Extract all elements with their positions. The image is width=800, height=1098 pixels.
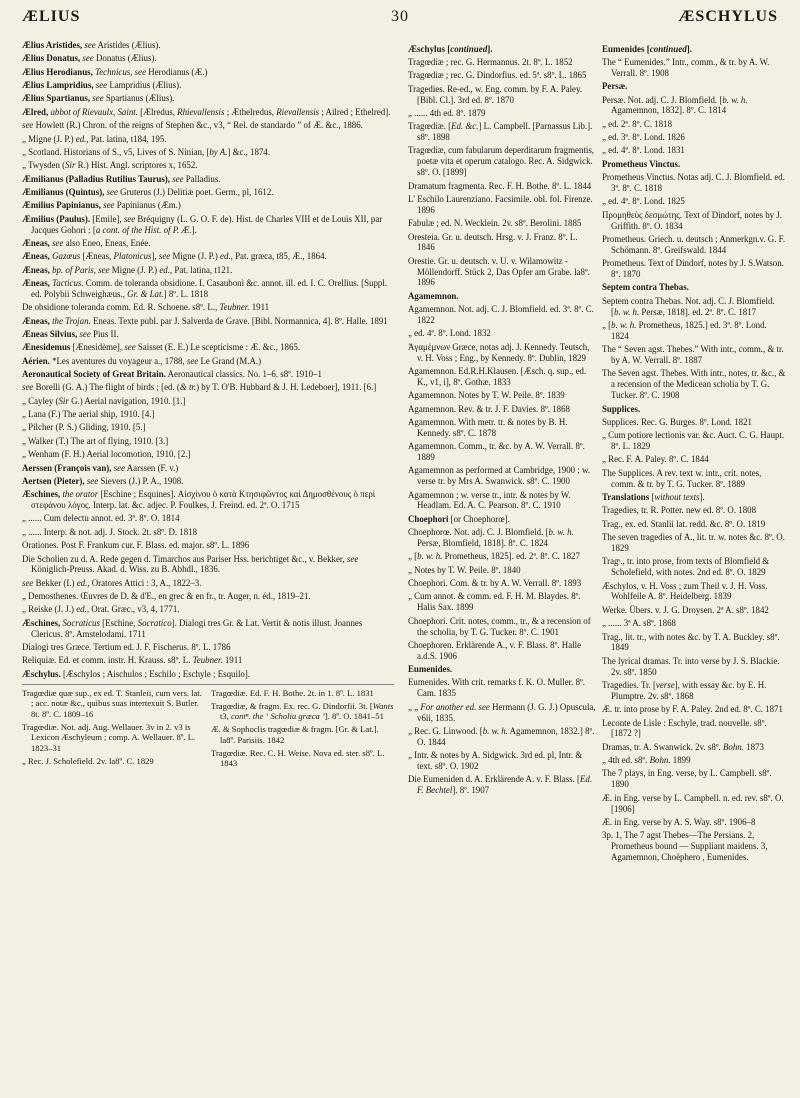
catalog-entry: Tragedies. Tr. [verse], with essay &c. by E. H. Plumptre. 2v. s8º. 1868 bbox=[602, 679, 767, 701]
catalog-entry: Choephori. Crit. notes, comm., tr., & a recension of the scholia, by T. G. Tucker. 8º. C. 1901 bbox=[408, 615, 591, 637]
catalog-entry: L' Eschilo Laurenziano. Facsimile. obl. fol. Firenze. 1896 bbox=[408, 193, 593, 215]
catalog-entry: Die Scholien zu d. A. Rede gegen d. Timarchos aus Pariser Hss. berichtiget &c., v. Bekker, see Königlich-Preuss. Akad. d. Wiss. zu B. Abhdl., 1836. bbox=[22, 553, 359, 575]
catalog-entry: Translations [without texts]. bbox=[602, 492, 705, 503]
catalog-entry: „ Notes by T. W. Peile. 8º. 1840 bbox=[408, 564, 521, 575]
catalog-entry: Æneas, the Trojan. Eneas. Texte publ. par J. Salverda de Grave. [Bibl. Normannica, 4]. 8º. Halle. 1891 bbox=[22, 315, 388, 326]
catalog-entry: „ ed. 2ª. 8º. C. 1818 bbox=[602, 118, 673, 129]
catalog-entry: Aérien. *Les aventures du voyageur a., 1788, see Le Grand (M.A.) bbox=[22, 355, 262, 366]
catalog-entry: Prometheus Vinctus. bbox=[602, 158, 681, 169]
catalog-entry: Tragˢ., tr. into prose, from texts of Blomfield & Scholefield, with notes. 2nd ed. 8º. O. 1829 bbox=[602, 556, 770, 578]
col3-heading: Eumenides [continued]. bbox=[602, 44, 693, 54]
catalog-entry: Agamemnon. Not. adj. C. J. Blomfield. ed. 3ª. 8º. C. 1822 bbox=[408, 304, 594, 326]
catalog-entry: Ἀγαμέμνων Græce, notas adj. J. Kennedy. Teutsch, v. H. Voss ; Eng., by Kennedy. 8º. Dublin, 1829 bbox=[408, 341, 590, 363]
catalog-entry: Aerssen (François van), see Aarssen (F. v.) bbox=[22, 462, 179, 473]
catalog-entry: Tragœdiæ, cum fabularum deperditarum fragmentis, poetæ vita et operum catalogo. Rec. A. Sidgwick. s8º. O. [1899] bbox=[408, 145, 595, 178]
catalog-entry: „ ...... Cum delectu annot. ed. 3ª. 8º. O. 1814 bbox=[22, 513, 180, 524]
catalog-entry: „ Rec. F. A. Paley. 8º. C. 1844 bbox=[602, 454, 709, 465]
catalog-entry: Tragœdiæ. Not. adj. Aug. Wellauer. 3v in 2. v3 is Lexicon Æschyleum ; comp. A. Wellauer. 8º. L. 1823–31 bbox=[22, 721, 196, 753]
catalog-entry: „ [b. w. h. Prometheus, 1825.] ed. 3ª. 8º. Lond. 1824 bbox=[602, 320, 767, 341]
catalog-entry: Choephorœ. Not. adj. C. J. Blomfield. [b. w. h. Persæ, Blomfield, 1818]. 8º. C. 1824 bbox=[408, 527, 574, 548]
catalog-entry: Ænesidemus [Ænesidème], see Saisset (E. E.) Le scepticisme : Æ. &c., 1865. bbox=[22, 342, 301, 353]
catalog-entry: Æneas, bp. of Paris, see Migne (J. P.) ed., Pat. latina, t121. bbox=[22, 264, 233, 275]
catalog-entry: Ælius Spartianus, see Spartianus (Ælius). bbox=[22, 93, 175, 104]
catalog-entry: Persæ. bbox=[602, 81, 628, 92]
catalog-entry: „ Pilcher (P. S.) Gliding, 1910. [5.] bbox=[22, 422, 146, 433]
entry-list-1 bbox=[22, 40, 394, 680]
catalog-entry: The 7 plays, in Eng. verse, by L. Campbell. s8º. 1890 bbox=[602, 768, 772, 790]
catalog-entry: Æschylos, v. H. Voss ; zum Theil v. J. H. Voss. Wohlfeile A. 8º. Heidelberg. 1839 bbox=[602, 580, 768, 602]
catalog-entry: De obsidione toleranda comm. Ed. R. Schoene. s8º. L., Teubner. 1911 bbox=[22, 302, 270, 313]
catalog-entry: Æneas, see also Eneo, Eneas, Enée. bbox=[22, 237, 151, 248]
catalog-entry: „ Cum annot. & comm. ed. F. H. M. Blaydes. 8º. Halis Sax. 1899 bbox=[408, 591, 581, 613]
catalog-entry: Æ. in Eng. verse by A. S. Way. s8º. 1906–8 bbox=[602, 816, 756, 827]
catalog-entry: Æ. & Sophoclis tragœdiæ & fragm. [Gr. & Lat.]. la8º. Parisiis. 1842 bbox=[211, 724, 379, 745]
catalog-entry: The seven tragedies of A., lit. tr. w. notes &c. 8º. O. 1829 bbox=[602, 532, 785, 553]
entry-list-3 bbox=[602, 57, 786, 863]
page-number: 30 bbox=[391, 8, 409, 25]
catalog-entry: „ Cayley (Sir G.) Aerial navigation, 1910. [1.] bbox=[22, 395, 186, 406]
catalog-entry: see Borelli (G. A.) The flight of birds ; [ed. (& tr.) by T. O'B. Hubbard & J. H. Ledeboer], 1911. [6.] bbox=[22, 382, 377, 393]
catalog-entry: „ Lana (F.) The aerial ship, 1910. [4.] bbox=[22, 409, 155, 420]
catalog-entry: see Bekker (I.) ed., Oratores Attici : 3, A., 1822–3. bbox=[22, 577, 202, 588]
catalog-entry: The Supplices. A rev. text w. intr., crit. notes, comm. & tr. by T. G. Tucker. 8º. 1889 bbox=[602, 467, 762, 489]
catalog-entry: Septem contra Thebas. bbox=[602, 282, 689, 293]
catalog-entry: Trag., lit. tr., with notes &c. by T. A. Buckley. s8º. 1849 bbox=[602, 631, 780, 653]
catalog-entry: Agamemnon ; w. verse tr., intr. & notes by W. Headlam. Ed. A. C. Pearson. 8º. C. 1910 bbox=[408, 489, 571, 511]
catalog-entry: Die Eumeniden d. A. Erklärende A. v. F. Blass. [Ed. F. Bechtel]. 8º. 1907 bbox=[408, 774, 593, 796]
catalog-entry: Æmilius Papinianus, see Papinianus (Æm.) bbox=[22, 200, 181, 211]
catalog-entry: Agamemnon. Rev. & tr. J. F. Davies. 8º. 1868 bbox=[408, 403, 570, 414]
catalog-entry: Agamemnon. With metr. tr. & notes by B. H. Kennedy. s8º. C. 1878 bbox=[408, 416, 568, 438]
catalog-entry: Prometheus Vinctus. Notas adj. C. J. Blomfield. ed. 3ª. 8º. C. 1818 bbox=[602, 172, 785, 194]
catalog-entry: „ ...... Interp. & not. adj. J. Stock. 2t. s8º. D. 1818 bbox=[22, 526, 198, 537]
catalog-entry: Dialogi tres Græce. Tertium ed. J. F. Fischerus. 8º. L. 1786 bbox=[22, 642, 231, 653]
catalog-entry: Æschylus. [Æschylos ; Aischulos ; Eschilo ; Eschyle ; Esquilo]. bbox=[22, 668, 251, 679]
catalog-entry: Tragœdiæ. Rec. C. H. Weise. Nova ed. ster. s8º. L. 1843 bbox=[211, 747, 385, 769]
catalog-entry: Tragœdiæ. Ed. F. H. Bothe. 2t. in 1. 8º. L. 1831 bbox=[211, 687, 374, 698]
catalog-entry: Agamemnon. Comm., tr. &c. by A. W. Verrall. 8º. 1889 bbox=[408, 441, 585, 462]
catalog-entry: „ ed. 4ª. 8º. Lond. 1832 bbox=[408, 328, 491, 339]
catalog-entry: Choephori. Com. & tr. by A. W. Verrall. 8º. 1893 bbox=[408, 578, 582, 589]
catalog-entry: Werke. Übers. v. J. G. Droysen. 2ª A. s8º. 1842 bbox=[602, 604, 769, 615]
catalog-entry: „ Wenham (F. H.) Aerial locomotion, 1910. [2.] bbox=[22, 449, 191, 460]
catalog-entry: Supplices. Rec. G. Burges. 8º. Lond. 1821 bbox=[602, 416, 752, 427]
header-right: ÆSCHYLUS bbox=[678, 8, 778, 25]
catalog-entry: Æ. in Eng. verse by L. Campbell. n. ed. rev. s8º. O. [1906] bbox=[602, 792, 784, 814]
catalog-entry: Supplices. bbox=[602, 403, 641, 414]
catalog-entry: Prometheus. Text of Dindorf, notes by J. S.Watson. 8º. 1870 bbox=[602, 258, 784, 280]
catalog-entry: Persæ. Not. adj. C. J. Blomfield. [b. w. h. Agamemnon, 1832]. 8º. C. 1814 bbox=[602, 94, 748, 116]
catalog-entry: Fabulæ ; ed. N. Wecklein. 2v. s8º. Berolini. 1885 bbox=[408, 218, 582, 229]
catalog-entry: Reliquiæ. Ed. et comm. instr. H. Krauss. s8º. L. Teubner. 1911 bbox=[22, 655, 243, 666]
entry-list-2 bbox=[408, 57, 596, 796]
catalog-entry: Tragœdiæ ; rec. G. Dindorfius. ed. 5ª. s8º. L. 1865 bbox=[408, 70, 587, 81]
column-2 bbox=[408, 40, 596, 1090]
catalog-entry: Ælius Herodianus, Technicus, see Herodianus (Æ.) bbox=[22, 66, 208, 77]
catalog-entry: „ Reiske (J. J.) ed., Orat. Græc., v3, 4, 1771. bbox=[22, 604, 180, 615]
catalog-entry: „ ed. 4ª. 8º. Lond. 1825 bbox=[602, 196, 685, 207]
catalog-entry: Tragedies. Re-ed., w. Eng. comm. by F. A. Paley. [Bibl. Cl.]. 3rd ed. 8º. 1870 bbox=[408, 83, 583, 105]
catalog-entry: Prometheus. Griech. u. deutsch ; Anmerkgn.v. G. F. Schömann. 8º. Greifswald. 1844 bbox=[602, 234, 786, 255]
catalog-entry: Aeronautical Society of Great Britain. Aeronautical classics. No. 1–6. s8º. 1910–1 bbox=[22, 368, 322, 379]
catalog-entry: „ [b. w. h. Prometheus, 1825]. ed. 2ª. 8º. C. 1827 bbox=[408, 551, 580, 562]
catalog-entry: The “ Eumenides.” Intr., comm., & tr. by A. W. Verrall. 8º. 1908 bbox=[602, 56, 770, 78]
catalog-entry: Dramatum fragmenta. Rec. F. H. Bothe. 8º. L. 1844 bbox=[408, 180, 592, 191]
column-1 bbox=[22, 40, 394, 1090]
catalog-entry: Septem contra Thebas. Not. adj. C. J. Blomfield. [b. w. h. Persæ, 1818]. ed. 2ª. 8º. C. 1817 bbox=[602, 295, 775, 317]
catalog-entry: see Howlett (R.) Chron. of the reigns of Stephen &c., v3, “ Rel. de standardo ” of Æ. &c., 1886. bbox=[22, 120, 363, 131]
catalog-entry: Choephoren. Erklärende A., v. F. Blass. 8º. Halle a.d.S. 1906 bbox=[408, 639, 582, 661]
catalog-entry: Æneas, Tacticus. Comm. de toleranda obsidione. I. Casaubonì &c. annot. ill. ed. I. C. Orellius. [Suppl. ed. Polybii Schweighæus., Gr. & Lat.] 8º. L. 1818 bbox=[22, 277, 388, 299]
catalog-entry: Tragœdiæ ; rec. G. Hermannus. 2t. 8º. L. 1852 bbox=[408, 56, 573, 67]
catalog-entry: „ Cum potiore lectionis var. &c. Auct. C. G. Haupt. 8º. L. 1829 bbox=[602, 430, 785, 452]
catalog-entry: „ „ For another ed. see Hermann (J. G. J.) Opuscula, v6ii, 1835. bbox=[408, 701, 596, 723]
catalog-entry: Æschines, the orator [Eschine ; Esquines]. Αἰσχίνου ὁ κατὰ Κτησιφῶντος καὶ Δημοσθένους ὁ περὶ στεφάνου λόγος. Interp. lat. &c. adjec. P. Foulkes, J. Freind. ed. 2ª. O. 1715 bbox=[22, 489, 376, 511]
catalog-entry: Leconte de Lisle : Eschyle, trad. nouvelle. s8º. [1872 ?] bbox=[602, 717, 767, 739]
page-header bbox=[22, 8, 778, 30]
catalog-entry: Agamemnon. Ed.R.H.Klausen. [Æsch. q. sup., ed. K., v1, i], 8º. Gothæ. 1833 bbox=[408, 365, 587, 387]
catalog-entry: 3p. 1, The 7 agst Thebes—The Persians. 2, Prometheus bound — Suppliant maidens. 3, Agamemnon, Choëphero , Eumenides. bbox=[602, 830, 768, 862]
tragoediae-split bbox=[22, 684, 394, 771]
column-3 bbox=[602, 40, 786, 1090]
header-left: ÆLIUS bbox=[22, 8, 81, 25]
catalog-entry: „ ed. 3ª. 8º. Lond. 1826 bbox=[602, 132, 685, 143]
catalog-entry: Æ. tr. into prose by F. A. Paley. 2nd ed. 8º. C. 1871 bbox=[602, 704, 783, 715]
catalog-entry: Tragœdiæ. [Ed. &c.] L. Campbell. [Parnassus Lib.]. s8º. 1898 bbox=[408, 121, 593, 143]
catalog-entry: „ Twysden (Sir R.) Hist. Angl. scriptores x, 1652. bbox=[22, 160, 198, 171]
catalog-entry: Dramas, tr. A. Swanwick. 2v. s8º. Bohn. 1873 bbox=[602, 741, 764, 752]
catalog-entry: Ælius Aristides, see Aristides (Ælius). bbox=[22, 40, 161, 50]
catalog-entry: Trag., ex. ed. Stanlii lat. redd. &c. 8º. O. 1819 bbox=[602, 518, 766, 529]
catalog-entry: Æmilius (Paulus). [Emile], see Bréquigny (L. G. O. F. de). Hist. de Charles VIII et de Louis XII, par Jacques Gohori : [a cont. of the Hist. of P. Æ.]. bbox=[22, 213, 383, 235]
catalog-entry: Eumenides. With crit. remarks f. K. O. Muller. 8º. Cam. 1835 bbox=[408, 677, 585, 699]
catalog-entry: „ Migne (J. P.) ed., Pat. latina, t184, 195. bbox=[22, 133, 167, 144]
catalog-entry: Orationes. Post F. Frankum cur. F. Blass. ed. major. s8º. L. 1896 bbox=[22, 540, 250, 551]
catalog-entry: „ Demosthenes. Œuvres de D. & d'E., en grec & en fr., tr. Auger, n. éd., 1819–21. bbox=[22, 591, 311, 602]
catalog-entry: Æschines, Socraticus [Eschine, Socratico]. Dialogi tres Gr. & Lat. Vertit & notis illust. Joannes Clericus. 8º. Amstelodami. 1711 bbox=[22, 617, 363, 639]
catalog-entry: „ Scotland. Historians of S., v5, Lives of S. Ninian, [by A.] &c., 1874. bbox=[22, 146, 271, 157]
catalog-entry: Agamemnon. bbox=[408, 290, 459, 301]
catalog-entry: Ælius Lampridius, see Lampridius (Ælius). bbox=[22, 80, 182, 91]
catalog-entry: Oresteia. Gr. u. deutsch. Hrsg. v. J. Franz. 8º. L. 1846 bbox=[408, 231, 578, 253]
catalog-entry: Agamemnon as performed at Cambridge, 1900 ; w. verse tr. by Mrs A. Swanwick. s8º. C. 1900 bbox=[408, 465, 591, 487]
catalog-entry: „ Rec. G. Linwood. [b. w. h. Agamemnon, 1832.] 8º. O. 1844 bbox=[408, 725, 595, 747]
catalog-entry: Ælius Donatus, see Donatus (Ælius). bbox=[22, 53, 157, 64]
catalog-entry: Æneas, Gazœus [Æneas, Platonicus], see Migne (J. P.) ed., Pat. græca, t85, Æ., 1864. bbox=[22, 251, 327, 262]
catalog-entry: The “ Seven agst. Thebes.” With intr., comm., & tr. by A. W. Verrall. 8º. 1887 bbox=[602, 344, 784, 366]
catalog-entry: Æmilianus (Quintus), see Gruterus (J.) Delitiæ poet. Germ., pl, 1612. bbox=[22, 186, 274, 197]
catalog-entry: „ ed. 4ª. 8º. Lond. 1831 bbox=[602, 145, 685, 156]
catalog-entry: Orestie. Gr. u. deutsch. v. U. v. Wilamowitz - Möllendorff. Stück 2, Das Opfer am Grabe. la8º. 1896 bbox=[408, 255, 590, 288]
catalog-entry: Æmilianus (Palladius Rutilius Taurus), see Palladius. bbox=[22, 173, 221, 184]
catalog-entry: The Seven agst. Thebes. With intr., notes, tr. &c., & a recension of the Medicean scholia by T. G. Tucker. 8º. C. 1908 bbox=[602, 368, 786, 401]
catalog-entry: Choephori [or Choephorœ]. bbox=[408, 513, 510, 524]
catalog-entry: Aertsen (Pieter), see Sievers (J.) P. A., 1908. bbox=[22, 475, 184, 486]
catalog-entry: Eumenides. bbox=[408, 664, 453, 675]
catalog-entry: Tragœdiæ, & fragm. Ex. rec. G. Dindorfii. 3t. [Wants t3, contⁿ. the ‘ Scholia græca ’]. 8º. O. 1841–51 bbox=[211, 700, 394, 722]
catalog-entry: Æneas Silvius, see Pius II. bbox=[22, 328, 119, 339]
catalog-entry: „ Rec. J. Scholefield. 2v. la8º. C. 1829 bbox=[22, 755, 154, 766]
catalog-entry: „ 4th ed. s8º. Bohn. 1899 bbox=[602, 755, 691, 766]
col2-heading: Æschylus [continued]. bbox=[408, 44, 493, 54]
catalog-entry: Tragœdiæ quæ sup., ex ed. T. Stanleii, cum vers. lat. ; acc. notæ &c., quibus suas intertexuit S. Butler. 8t. 8º. C. 1809–16 bbox=[22, 687, 202, 719]
catalog-entry: The lyrical dramas. Tr. into verse by J. S. Blackie. 2v. s8º. 1850 bbox=[602, 655, 780, 677]
catalog-entry: „ ...... 4th ed. 8º. 1879 bbox=[408, 107, 486, 118]
split-left bbox=[22, 688, 205, 771]
catalog-entry: Tragedies, tr. R. Potter. new ed. 8º. O. 1808 bbox=[602, 505, 757, 516]
catalog-entry: „ Intr. & notes by A. Sidgwick. 3rd ed. pl, Intr. & text. s8º. O. 1902 bbox=[408, 750, 583, 771]
catalog-entry: „ Walker (T.) The art of flying, 1910. [3.] bbox=[22, 435, 169, 446]
catalog-entry: Ælred, abbot of Rievaulx, Saint. [Ælredus, Rhievallensis ; Æthelredus, Rievallensis ; Ailred ; Ethelred]. bbox=[22, 106, 391, 117]
catalog-entry: „ ...... 3ª A. s8º. 1868 bbox=[602, 618, 676, 629]
split-right bbox=[211, 688, 394, 771]
catalog-entry: Agamemnon. Notes by T. W. Peile. 8º. 1839 bbox=[408, 390, 565, 401]
catalog-entry: Προμηθεὺς δεσμώτης. Text of Dindorf, notes by J. Griffith. 8º. O. 1834 bbox=[602, 209, 782, 231]
